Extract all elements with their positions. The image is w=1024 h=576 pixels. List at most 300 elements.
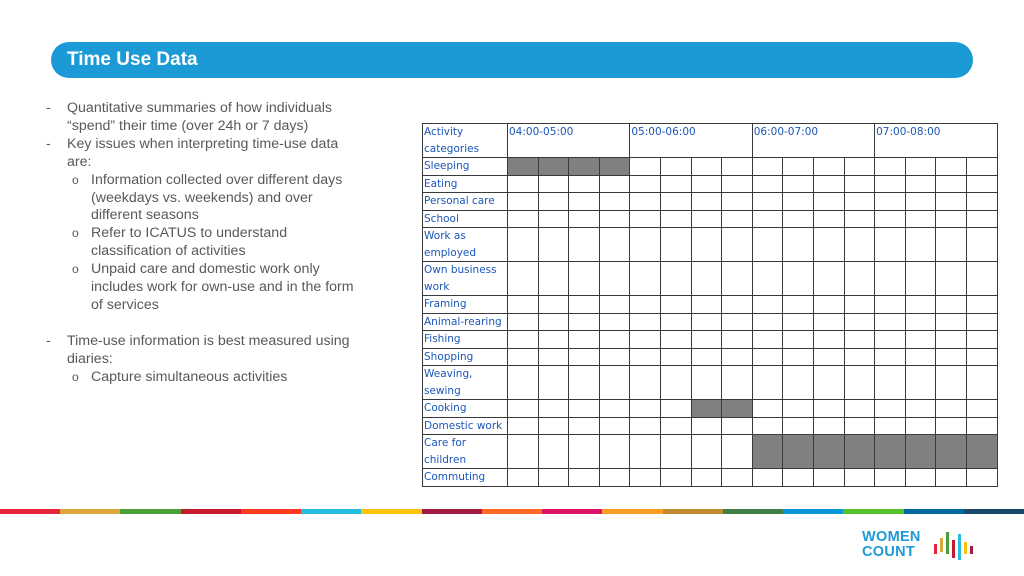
bullet-text: are: [67,153,92,170]
time-cell [569,435,600,469]
time-cell [660,400,691,418]
time-cell [630,228,661,262]
time-cell [905,262,936,296]
time-cell [538,193,569,211]
time-cell [691,296,722,314]
time-cell [966,313,997,331]
time-cell [630,262,661,296]
circle-marker: o [72,172,79,187]
time-cell [783,417,814,435]
time-cell [936,262,967,296]
time-cell [569,296,600,314]
bullet-text: diaries: [67,350,113,367]
time-cell [630,400,661,418]
time-cell [905,296,936,314]
table-row [423,400,998,418]
time-cell [508,469,539,487]
time-cell [691,469,722,487]
activity-label: Weaving, sewing [423,366,508,400]
time-cell [722,193,753,211]
table-row [423,175,998,193]
time-cell [722,417,753,435]
time-cell [660,417,691,435]
time-slot-header: 04:00-05:00 [508,124,630,158]
time-cell [905,400,936,418]
time-cell [569,228,600,262]
time-cell-filled [569,158,600,176]
time-cell [599,313,630,331]
time-cell-filled [966,435,997,469]
stripe-segment [0,509,60,514]
time-cell [691,262,722,296]
time-cell [783,296,814,314]
time-cell [599,193,630,211]
time-cell [691,348,722,366]
time-cell [936,313,967,331]
time-cell [875,228,906,262]
bullet-text: Quantitative summaries of how individuals [67,100,332,116]
time-cell [844,331,875,349]
sub-bullet-line [46,172,386,190]
time-cell [660,366,691,400]
table-row [423,296,998,314]
stripe-segment [60,509,120,514]
time-cell [752,262,783,296]
time-cell [844,469,875,487]
time-cell [538,435,569,469]
activity-label: Own business work [423,262,508,296]
time-cell [722,348,753,366]
time-cell-filled [538,158,569,176]
time-cell [508,175,539,193]
time-cell [630,313,661,331]
stripe-segment [301,509,361,514]
time-cell [630,435,661,469]
time-cell [783,158,814,176]
header-activity-categories: Activity categories [423,124,508,158]
time-cell [966,469,997,487]
sub-bullet-line [46,225,386,243]
time-cell [630,193,661,211]
time-cell [966,193,997,211]
time-cell [875,348,906,366]
time-cell [508,228,539,262]
bullet-line [46,333,386,351]
sub-bullet-line [46,261,386,279]
time-cell [936,193,967,211]
time-cell [569,348,600,366]
time-cell [508,262,539,296]
bullet-text: classification of activities [91,243,246,260]
sub-bullet-line [46,369,386,387]
time-cell [660,158,691,176]
time-cell [844,210,875,228]
time-cell-filled [905,435,936,469]
time-cell [966,262,997,296]
time-cell [599,228,630,262]
stripe-segment [904,509,964,514]
time-cell [630,175,661,193]
time-cell [783,348,814,366]
time-cell [599,400,630,418]
time-cell [752,296,783,314]
time-cell [875,262,906,296]
time-cell [875,400,906,418]
bullet-text: of services [91,296,159,313]
time-cell [722,366,753,400]
time-cell [660,193,691,211]
table-row [423,313,998,331]
time-cell [660,348,691,366]
activity-label: Personal care [423,193,508,211]
time-cell [722,228,753,262]
time-cell [936,210,967,228]
time-cell [875,417,906,435]
stripe-segment [723,509,783,514]
time-cell [844,417,875,435]
time-cell [813,210,844,228]
time-cell [783,210,814,228]
bullet-text: (weekdays vs. weekends) and over [91,189,313,206]
stripe-segment [783,509,843,514]
bullet-text: “spend” their time (over 24h or 7 days) [67,117,309,134]
activity-label: Fishing [423,331,508,349]
time-cell [966,366,997,400]
time-cell [630,296,661,314]
time-cell [691,435,722,469]
time-cell [905,210,936,228]
bullet-text: Unpaid care and domestic work only [91,261,320,278]
time-cell [966,348,997,366]
time-cell [844,228,875,262]
stripe-segment [602,509,662,514]
activity-label: Eating [423,175,508,193]
time-cell [599,331,630,349]
time-cell [875,158,906,176]
time-cell [630,210,661,228]
activity-label: Work as employed [423,228,508,262]
time-cell [599,210,630,228]
table-row [423,417,998,435]
time-slot-header: 07:00-08:00 [875,124,997,158]
time-cell [569,366,600,400]
time-cell [660,228,691,262]
dash-marker: - [46,100,51,116]
time-cell [844,262,875,296]
time-cell [844,193,875,211]
time-cell [538,366,569,400]
time-cell [844,158,875,176]
time-cell [630,158,661,176]
time-cell [508,417,539,435]
dash-marker: - [46,135,51,152]
bullet-line [46,118,386,136]
time-cell [691,313,722,331]
time-cell [875,313,906,331]
time-cell [813,228,844,262]
time-cell [936,296,967,314]
time-cell [813,331,844,349]
time-cell [599,469,630,487]
table-row [423,435,998,469]
bullet-line [46,154,386,172]
time-cell [538,417,569,435]
time-cell [752,331,783,349]
bullet-line [46,351,386,369]
time-cell [936,400,967,418]
circle-marker: o [72,262,79,277]
bullet-list [46,100,386,387]
activity-label: Commuting [423,469,508,487]
time-cell [569,193,600,211]
time-cell [783,469,814,487]
time-cell [630,331,661,349]
time-cell [691,331,722,349]
logo-bars-icon [928,528,984,568]
bullet-text: different seasons [91,207,199,224]
time-cell [966,210,997,228]
time-cell [722,262,753,296]
time-cell [752,348,783,366]
time-cell [875,193,906,211]
time-cell [538,175,569,193]
bullet-line [46,136,386,154]
time-cell [752,366,783,400]
bullet-text: Capture simultaneous activities [91,368,288,385]
stripe-segment [120,509,180,514]
time-cell [966,400,997,418]
bullet-text: includes work for own-use and in the form [91,279,354,296]
bullet-gap [46,315,386,333]
time-cell [813,400,844,418]
time-cell [538,400,569,418]
page-title: Time Use Data [67,49,198,70]
time-cell [783,331,814,349]
time-cell [538,331,569,349]
time-cell [813,193,844,211]
time-cell [936,417,967,435]
time-cell-filled [783,435,814,469]
time-cell [813,366,844,400]
time-cell [508,435,539,469]
time-cell [508,296,539,314]
time-cell [905,366,936,400]
time-cell [569,331,600,349]
time-cell [844,175,875,193]
title-bar [51,42,973,78]
table-row [423,228,998,262]
time-cell [752,193,783,211]
time-cell [630,417,661,435]
time-cell [722,158,753,176]
time-cell [538,469,569,487]
time-cell [844,296,875,314]
time-cell-filled [722,400,753,418]
time-cell [538,210,569,228]
time-cell [875,296,906,314]
bullet-text: Information collected over different days [91,171,343,188]
time-cell [783,175,814,193]
time-cell [813,348,844,366]
sub-bullet-line [46,207,386,225]
time-cell [905,417,936,435]
time-cell-filled [844,435,875,469]
time-cell [936,331,967,349]
time-cell [875,469,906,487]
time-cell [538,313,569,331]
stripe-segment [241,509,301,514]
time-cell [783,400,814,418]
time-cell [722,331,753,349]
stripe-segment [663,509,723,514]
time-cell [599,348,630,366]
stripe-segment [843,509,903,514]
time-cell-filled [936,435,967,469]
sub-bullet-line [46,279,386,297]
time-cell [752,228,783,262]
table-header-row [423,124,998,158]
time-cell [783,366,814,400]
sub-bullet-line [46,243,386,261]
circle-marker: o [72,369,79,384]
time-cell [752,400,783,418]
time-cell [783,262,814,296]
sub-bullet-line [46,297,386,315]
time-cell [538,228,569,262]
table-row [423,469,998,487]
time-cell [875,366,906,400]
time-cell [905,348,936,366]
time-cell [813,296,844,314]
stripe-segment [181,509,241,514]
circle-marker: o [72,226,79,241]
logo-word-women: WOMEN [862,529,921,545]
activity-label: Care for children [423,435,508,469]
time-cell [905,175,936,193]
time-cell [691,417,722,435]
time-cell [630,348,661,366]
dash-marker: - [46,332,51,349]
time-cell [660,210,691,228]
time-cell [599,175,630,193]
activity-label: Framing [423,296,508,314]
time-cell [936,469,967,487]
time-cell [722,296,753,314]
time-cell [752,417,783,435]
time-cell [508,313,539,331]
logo-word-count: COUNT [862,544,916,560]
time-cell [752,469,783,487]
time-cell [538,296,569,314]
time-cell [875,331,906,349]
time-cell [691,193,722,211]
table-row [423,348,998,366]
activity-label: Cooking [423,400,508,418]
time-cell [660,435,691,469]
women-count-logo [862,528,982,568]
time-cell [722,210,753,228]
table-row [423,210,998,228]
time-cell [875,210,906,228]
time-cell [936,228,967,262]
time-cell [691,366,722,400]
time-cell [722,175,753,193]
time-cell [905,469,936,487]
time-cell [508,210,539,228]
time-cell [813,417,844,435]
bullet-text: Refer to ICATUS to understand [91,225,288,242]
time-cell [905,228,936,262]
time-cell [936,366,967,400]
time-cell [752,210,783,228]
time-cell [966,417,997,435]
stripe-segment [361,509,421,514]
time-cell [966,228,997,262]
time-cell [813,262,844,296]
time-cell [752,313,783,331]
time-use-diary-table [422,123,998,487]
time-cell [660,331,691,349]
table-row [423,158,998,176]
time-cell [722,435,753,469]
time-cell [783,228,814,262]
time-cell [569,400,600,418]
time-cell [844,313,875,331]
color-stripe [0,509,1024,514]
time-cell [660,296,691,314]
stripe-segment [482,509,542,514]
time-cell [508,331,539,349]
time-cell [722,313,753,331]
time-cell [966,175,997,193]
time-cell-filled [752,435,783,469]
time-cell [936,175,967,193]
time-cell [905,313,936,331]
time-cell [569,313,600,331]
time-cell [844,400,875,418]
time-cell [691,158,722,176]
time-cell [569,175,600,193]
time-cell [813,469,844,487]
bullet-text: Key issues when interpreting time-use data [67,135,339,152]
time-cell [691,228,722,262]
time-cell [569,210,600,228]
time-cell-filled [508,158,539,176]
time-cell [844,348,875,366]
time-cell [783,313,814,331]
time-cell [966,331,997,349]
time-cell-filled [813,435,844,469]
time-cell [752,175,783,193]
time-cell [783,193,814,211]
time-cell [844,366,875,400]
time-cell [569,417,600,435]
time-cell [905,193,936,211]
activity-label: Sleeping [423,158,508,176]
activity-label: Animal-rearing [423,313,508,331]
time-cell [538,262,569,296]
time-cell [538,348,569,366]
time-cell [660,469,691,487]
stripe-segment [542,509,602,514]
time-cell [508,193,539,211]
sub-bullet-line [46,190,386,208]
time-cell [722,469,753,487]
time-cell [813,158,844,176]
table-row [423,366,998,400]
time-cell-filled [599,158,630,176]
time-cell [752,158,783,176]
